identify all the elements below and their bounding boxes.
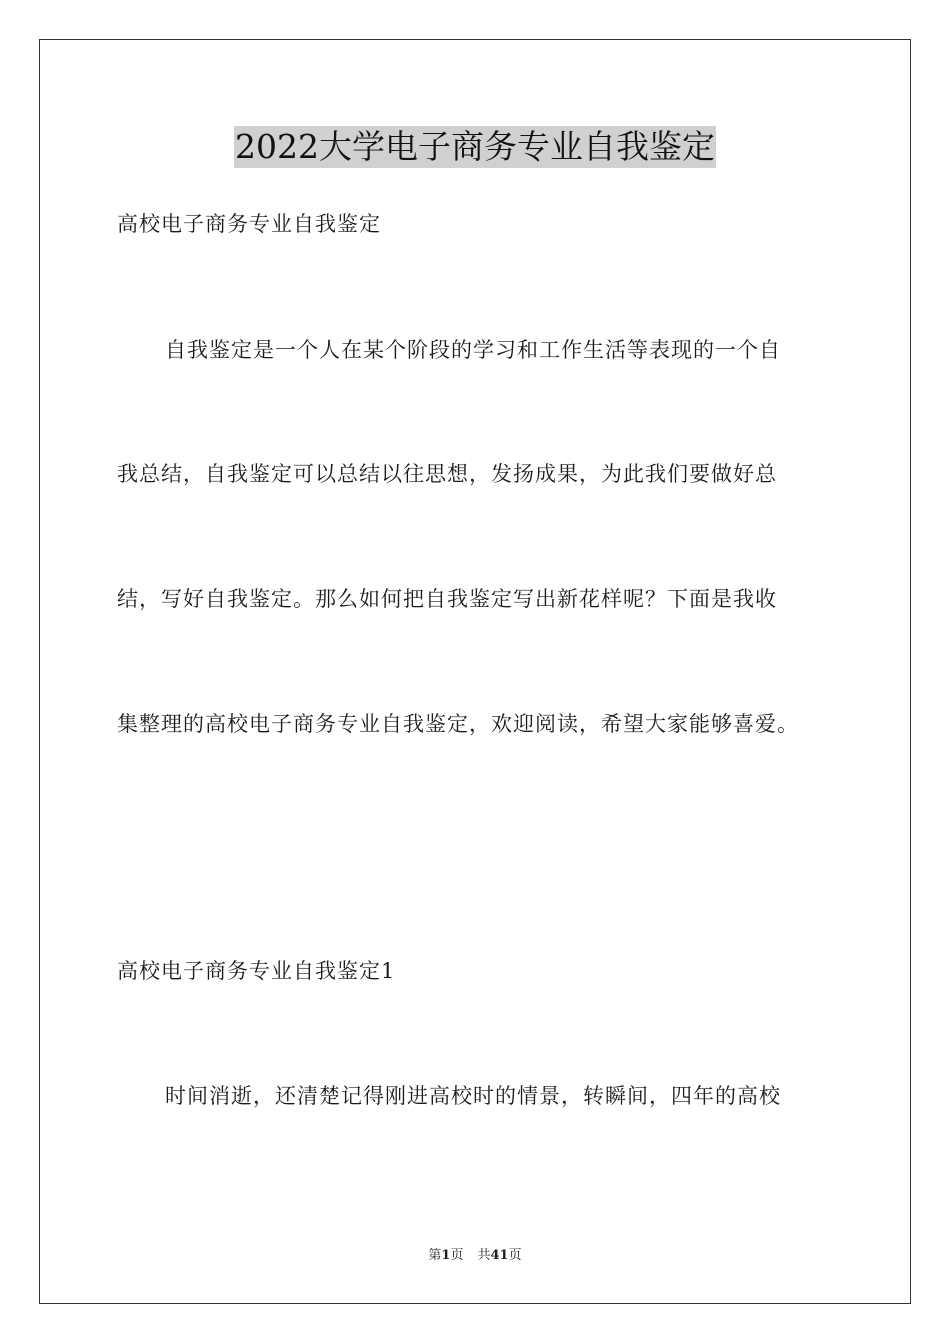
page-footer [0,1247,950,1265]
footer-total-pages: 41 [490,1248,509,1263]
intro-line-4: 集整理的高校电子商务专业自我鉴定，欢迎阅读，希望大家能够喜爱。 [117,712,799,736]
footer-total-prefix: 共 [477,1248,491,1263]
document-title-container [0,126,950,168]
section-line-1: 时间消逝，还清楚记得刚进高校时的情景，转瞬间，四年的高校 [165,1084,781,1108]
intro-line-3: 结，写好自我鉴定。那么如何把自我鉴定写出新花样呢？下面是我收 [117,587,777,611]
footer-page-suffix: 页 [450,1248,464,1263]
document-title: 2022大学电子商务专业自我鉴定 [235,127,715,166]
document-subtitle: 高校电子商务专业自我鉴定 [117,212,381,236]
footer-total-suffix: 页 [508,1248,522,1263]
intro-line-1: 自我鉴定是一个人在某个阶段的学习和工作生活等表现的一个自 [165,338,781,362]
section-heading: 高校电子商务专业自我鉴定1 [117,959,396,983]
footer-page-number: 1 [441,1248,451,1263]
intro-line-2: 我总结，自我鉴定可以总结以往思想，发扬成果，为此我们要做好总 [117,462,777,486]
footer-page-prefix: 第 [428,1248,442,1263]
